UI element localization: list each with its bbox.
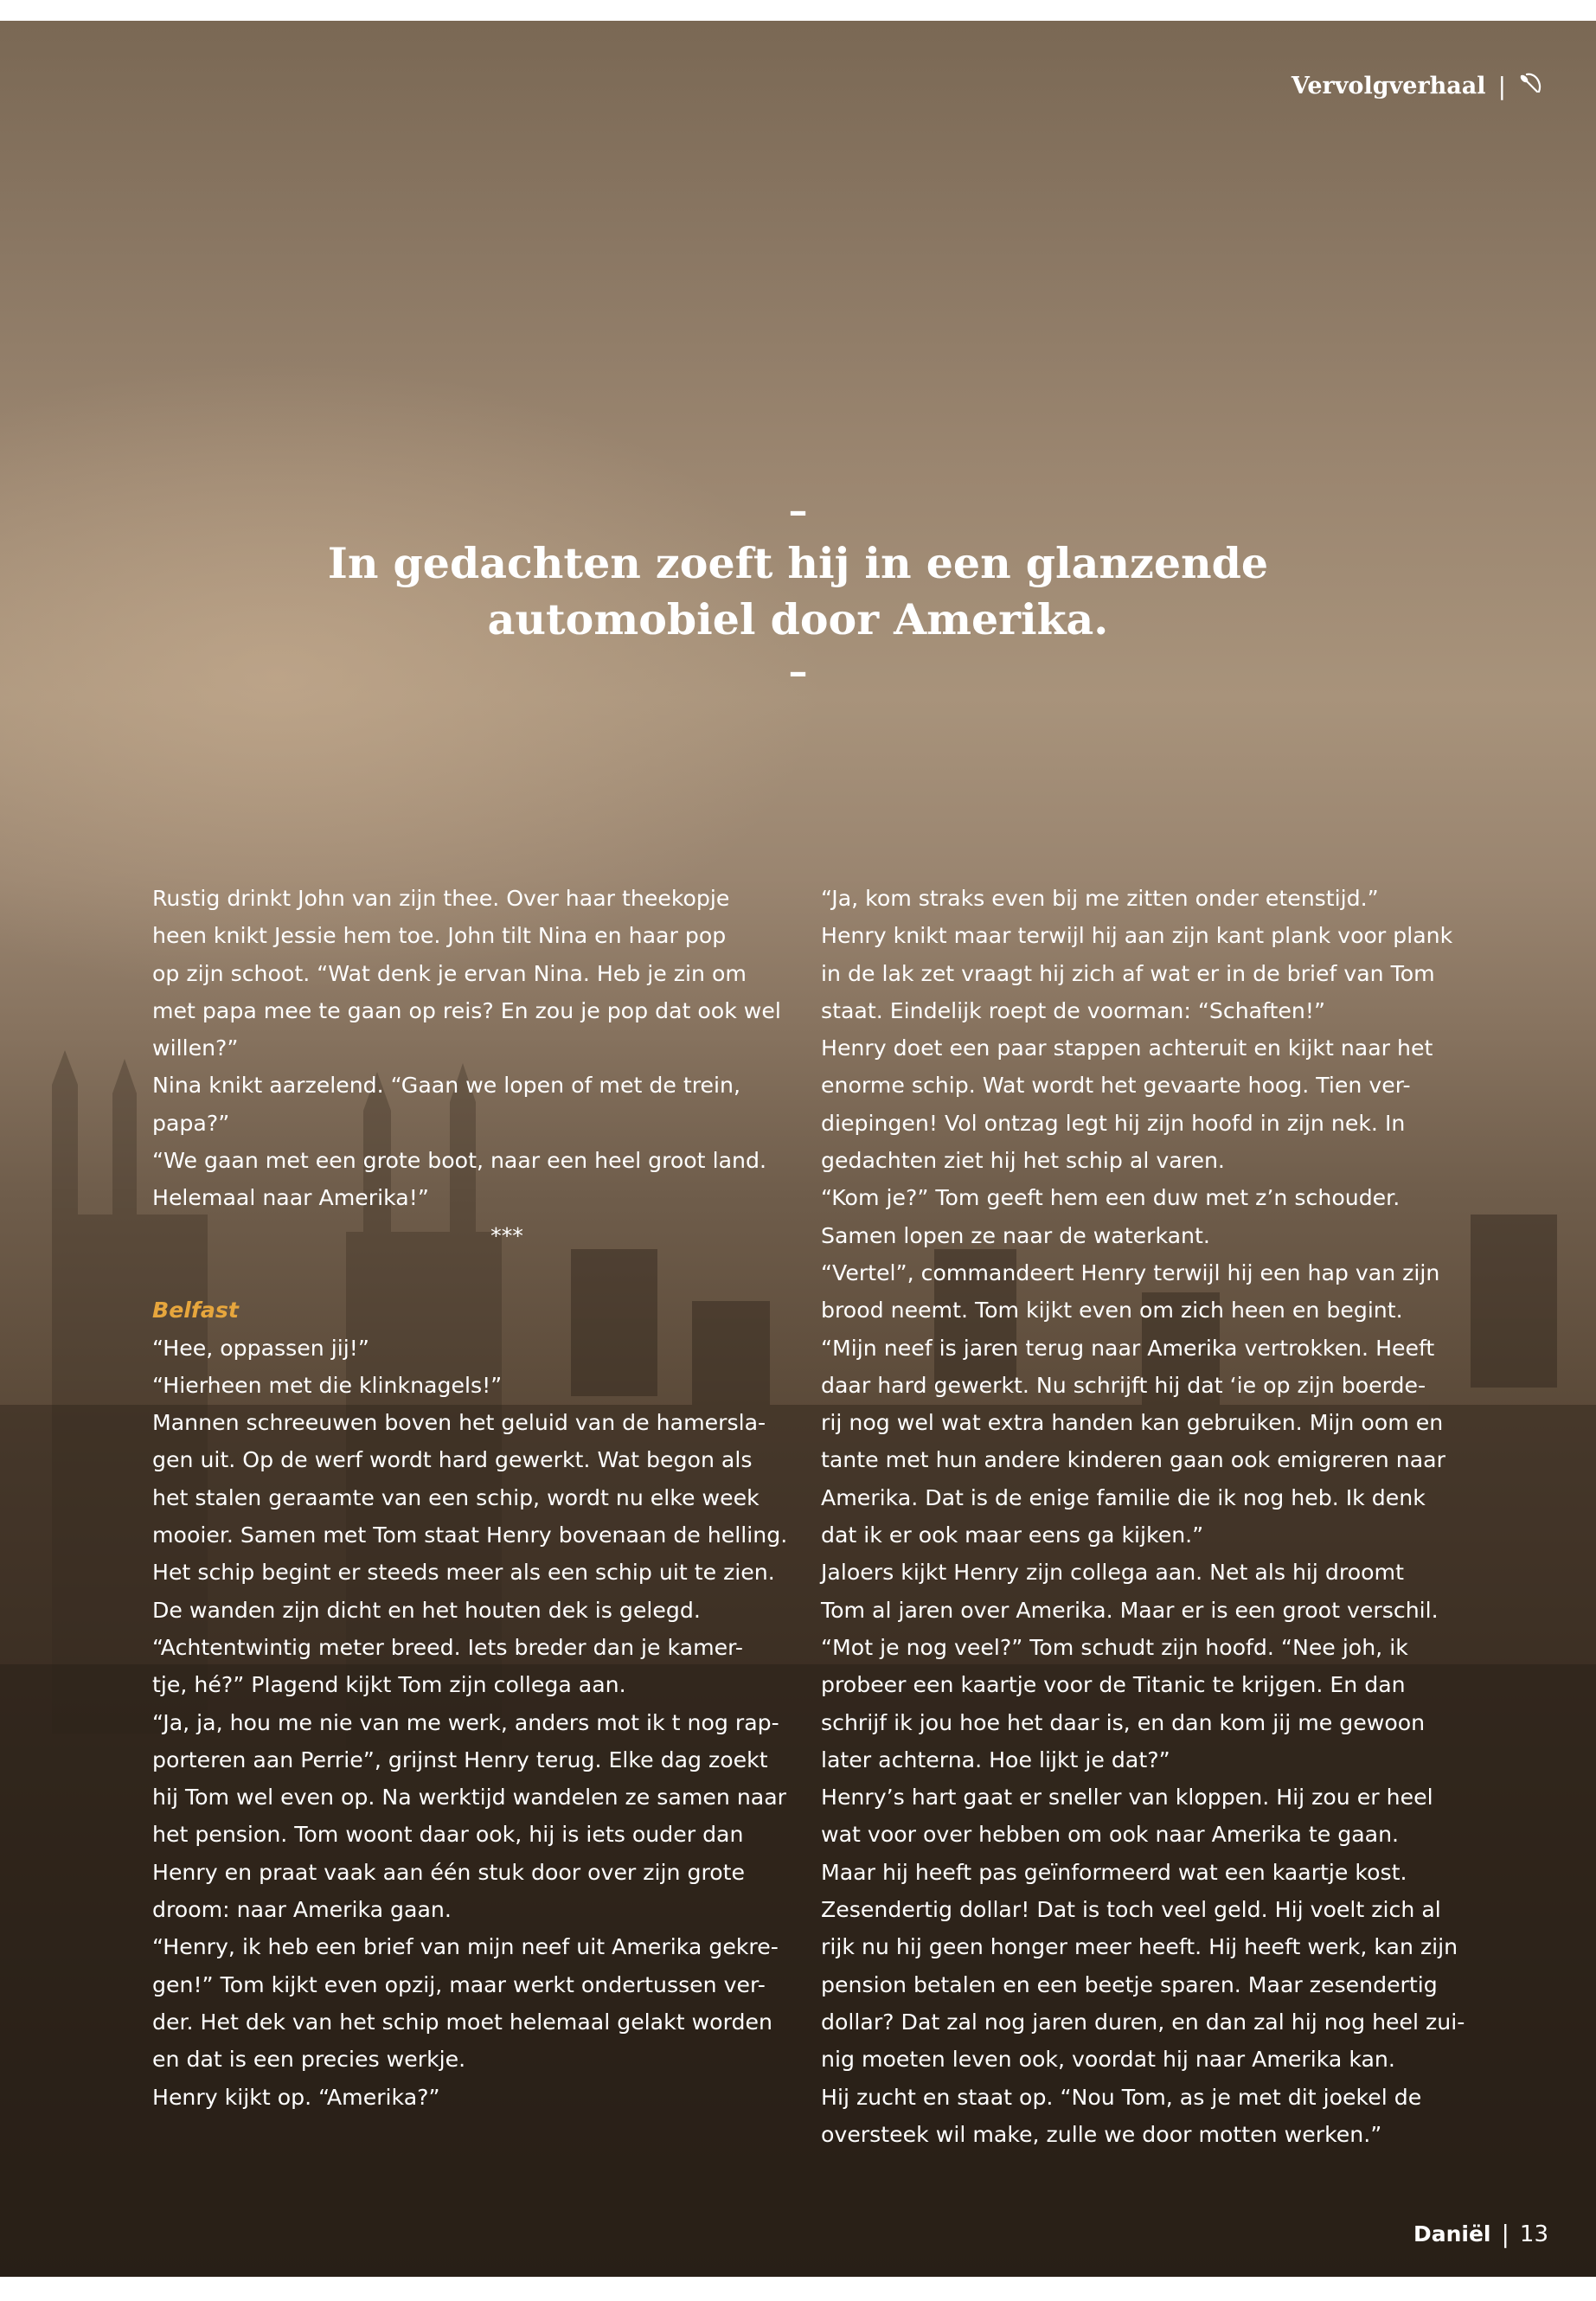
text-line: dat ik er ook maar eens ga kijken.”: [821, 1522, 1204, 1548]
text-line: tante met hun andere kinderen gaan ook emigreren naar: [821, 1447, 1445, 1473]
text-line: Zesendertig dollar! Dat is toch veel geld. Hij voelt zich al: [821, 1897, 1441, 1923]
text-line: mooier. Samen met Tom staat Henry bovenaan de helling.: [152, 1522, 788, 1548]
magazine-name: Daniël: [1413, 2221, 1491, 2247]
text-line: droom: naar Amerika gaan.: [152, 1897, 452, 1923]
text-line: Het schip begint er steeds meer als een schip uit te zien.: [152, 1560, 775, 1586]
text-line: oversteek wil make, zulle we door motten werken.”: [821, 2121, 1382, 2147]
text-line: “Mot je nog veel?” Tom schudt zijn hoofd. “Nee joh, ik: [821, 1634, 1408, 1660]
text-line: nig moeten leven ook, voordat hij naar Amerika kan.: [821, 2047, 1395, 2073]
text-line: wat voor over hebben om ook naar Amerika te gaan.: [821, 1822, 1400, 1848]
text-line: in de lak zet vraagt hij zich af wat er in de brief van Tom: [821, 960, 1435, 986]
text-line: diepingen! Vol ontzag legt hij zijn hoofd in zijn nek. In: [821, 1110, 1406, 1136]
text-line: gedachten ziet hij het schip al varen.: [821, 1148, 1225, 1174]
header-separator: |: [1497, 71, 1506, 100]
text-line: probeer een kaartje voor de Titanic te krijgen. En dan: [821, 1672, 1406, 1698]
quote-dash-top: –: [788, 489, 808, 533]
page-number: 13: [1519, 2221, 1548, 2247]
text-line: pension betalen en een beetje sparen. Maar zesendertig: [821, 1971, 1438, 1997]
quote-line-1: In gedachten zoeft hij in een glanzende: [327, 538, 1269, 588]
page-footer: [1413, 2220, 1548, 2248]
pull-quote: [260, 488, 1336, 695]
text-line: porteren aan Perrie”, grijnst Henry terug. Elke dag zoekt: [152, 1747, 768, 1772]
section-header: [1292, 71, 1544, 100]
text-line: Mannen schreeuwen boven het geluid van de hamersla-: [152, 1410, 766, 1436]
section-label: Vervolgverhaal: [1291, 72, 1486, 99]
text-line: “Hee, oppassen jij!”: [152, 1335, 369, 1361]
text-line: [152, 1254, 810, 1292]
text-line: Amerika. Dat is de enige familie die ik nog heb. Ik denk: [821, 1484, 1426, 1510]
text-line: het pension. Tom woont daar ook, hij is iets ouder dan: [152, 1822, 744, 1848]
text-line: Hij zucht en staat op. “Nou Tom, as je met dit joekel de: [821, 2084, 1422, 2110]
text-line: Henry kijkt op. “Amerika?”: [152, 2084, 440, 2110]
text-line: staat. Eindelijk roept de voorman: “Schaften!”: [821, 997, 1326, 1023]
text-line: gen!” Tom kijkt even opzij, maar werkt ondertussen ver-: [152, 1971, 766, 1997]
text-line: Henry doet een paar stappen achteruit en kijkt naar het: [821, 1035, 1433, 1061]
text-line: willen?”: [152, 1035, 239, 1061]
text-line: Helemaal naar Amerika!”: [152, 1185, 429, 1211]
text-line: later achterna. Hoe lijkt je dat?”: [821, 1747, 1170, 1772]
text-line: De wanden zijn dicht en het houten dek is gelegd.: [152, 1597, 701, 1623]
text-line: heen knikt Jessie hem toe. John tilt Nina en haar pop: [152, 923, 727, 949]
text-line: “Ja, kom straks even bij me zitten onder etenstijd.”: [821, 886, 1379, 911]
magazine-page: [0, 21, 1596, 2277]
text-line: tje, hé?” Plagend kijkt Tom zijn collega aan.: [152, 1672, 626, 1698]
text-line: brood neemt. Tom kijkt even om zich heen en begint.: [821, 1298, 1403, 1324]
text-line: der. Het dek van het schip moet helemaal gelakt worden: [152, 2009, 772, 2035]
text-line: Rustig drinkt John van zijn thee. Over haar theekopje: [152, 886, 730, 911]
text-line: schrijf ik jou hoe het daar is, en dan kom jij me gewoon: [821, 1709, 1426, 1735]
text-line: “Ja, ja, hou me nie van me werk, anders mot ik t nog rap-: [152, 1709, 779, 1735]
text-line: “Achtentwintig meter breed. Iets breder dan je kamer-: [152, 1634, 743, 1660]
text-line: op zijn schoot. “Wat denk je ervan Nina. Heb je zin om: [152, 960, 747, 986]
text-line: Jaloers kijkt Henry zijn collega aan. Net als hij droomt: [821, 1560, 1404, 1586]
text-line: Henry en praat vaak aan één stuk door over zijn grote: [152, 1859, 746, 1885]
text-line: “Vertel”, commandeert Henry terwijl hij een hap van zijn: [821, 1259, 1440, 1285]
text-line: “Kom je?” Tom geeft hem een duw met z’n schouder.: [821, 1185, 1401, 1211]
text-line: hij Tom wel even op. Na werktijd wandelen ze samen naar: [152, 1785, 787, 1811]
text-line: Belfast: [152, 1298, 239, 1324]
text-line: gen uit. Op de werf wordt hard gewerkt. Wat begon als: [152, 1447, 753, 1473]
text-line: daar hard gewerkt. Nu schrijft hij dat ‘ie op zijn boerde-: [821, 1372, 1426, 1398]
text-line: rij nog wel wat extra handen kan gebruiken. Mijn oom en: [821, 1410, 1444, 1436]
text-line: Tom al jaren over Amerika. Maar er is een groot verschil.: [821, 1597, 1439, 1623]
text-line: enorme schip. Wat wordt het gevaarte hoog. Tien ver-: [821, 1073, 1411, 1099]
story-column-left: [152, 880, 810, 2116]
footer-separator: |: [1501, 2220, 1509, 2248]
needle-thread-icon: [1518, 71, 1544, 100]
text-line: “Henry, ik heb een brief van mijn neef uit Amerika gekre-: [152, 1934, 779, 1960]
text-line: met papa mee te gaan op reis? En zou je pop dat ook wel: [152, 997, 781, 1023]
text-line: rijk nu hij geen honger meer heeft. Hij heeft werk, kan zijn: [821, 1934, 1458, 1960]
text-line: papa?”: [152, 1110, 230, 1136]
text-line: “Mijn neef is jaren terug naar Amerika vertrokken. Heeft: [821, 1335, 1435, 1361]
text-line: Maar hij heeft pas geïnformeerd wat een kaartje kost.: [821, 1859, 1407, 1885]
text-line: Nina knikt aarzelend. “Gaan we lopen of met de trein,: [152, 1073, 740, 1099]
text-line: dollar? Dat zal nog jaren duren, en dan zal hij nog heel zui-: [821, 2009, 1465, 2035]
text-line: ***: [490, 1222, 523, 1248]
text-line: en dat is een precies werkje.: [152, 2047, 466, 2073]
quote-dash-bottom: –: [788, 650, 808, 694]
text-line: Henry’s hart gaat er sneller van kloppen. Hij zou er heel: [821, 1785, 1433, 1811]
story-column-right: [821, 880, 1478, 2153]
quote-line-2: automobiel door Amerika.: [487, 594, 1109, 644]
text-line: “Hierheen met die klinknagels!”: [152, 1372, 503, 1398]
text-line: Samen lopen ze naar de waterkant.: [821, 1222, 1210, 1248]
text-line: het stalen geraamte van een schip, wordt nu elke week: [152, 1484, 760, 1510]
text-line: Henry knikt maar terwijl hij aan zijn kant plank voor plank: [821, 923, 1453, 949]
text-line: “We gaan met een grote boot, naar een heel groot land.: [152, 1148, 766, 1174]
